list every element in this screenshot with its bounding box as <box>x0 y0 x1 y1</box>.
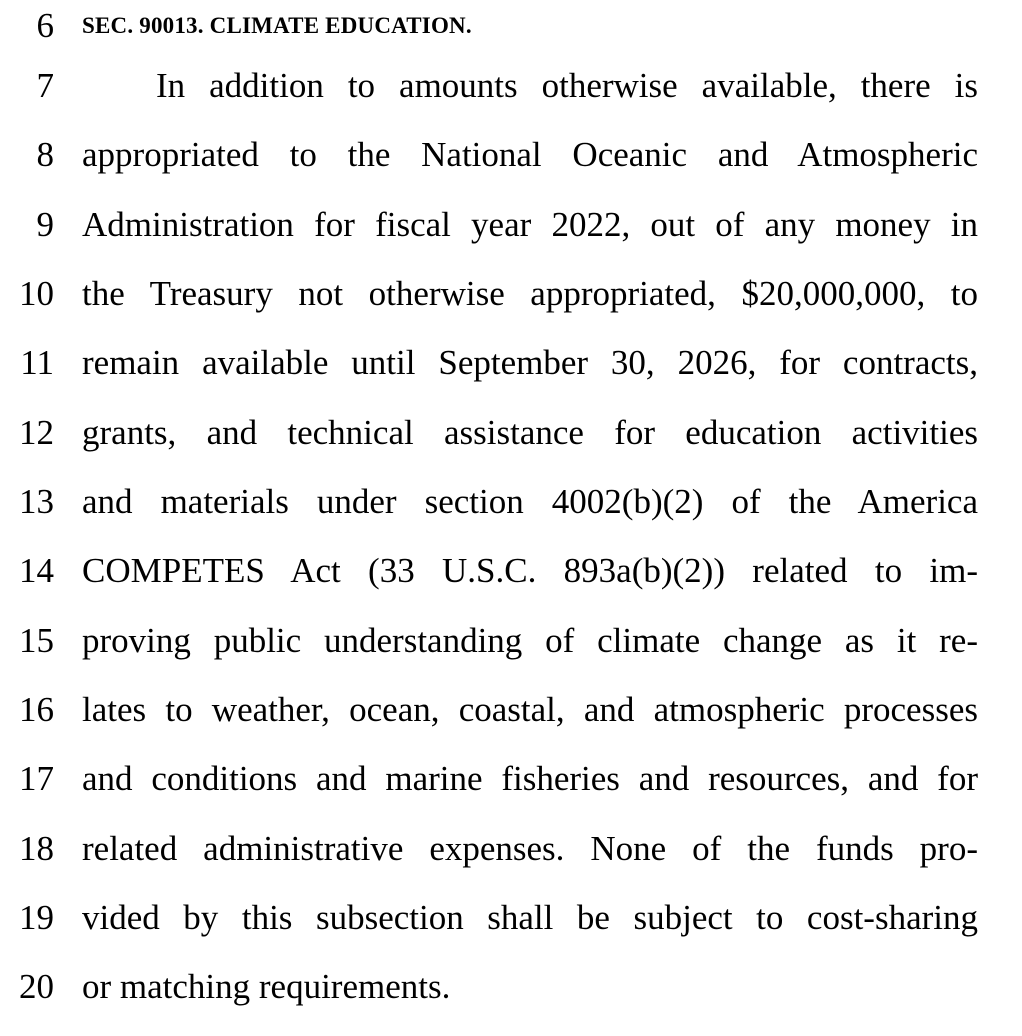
document-line <box>0 137 1022 197</box>
line-text: remain available until September 30, 2026, for contracts, <box>82 343 978 382</box>
line-number: 11 <box>20 343 54 382</box>
line-text: vided by this subsection shall be subject to cost-sharing <box>82 898 978 937</box>
document-line <box>0 900 1022 960</box>
document-line <box>0 553 1022 613</box>
line-text: related administrative expenses. None of the funds pro- <box>82 829 978 868</box>
document-line <box>0 345 1022 405</box>
line-number: 14 <box>19 551 54 590</box>
document-line <box>0 68 1022 128</box>
line-number: 12 <box>19 413 54 452</box>
line-number: 19 <box>19 898 54 937</box>
document-line <box>0 623 1022 683</box>
document-line <box>0 6 1022 66</box>
line-text: or matching requirements. <box>82 967 451 1006</box>
line-number: 10 <box>19 274 54 313</box>
section-heading: SEC. 90013. CLIMATE EDUCATION. <box>82 13 472 38</box>
document-line <box>0 415 1022 475</box>
line-text: lates to weather, ocean, coastal, and atmospheric processes <box>82 690 978 729</box>
document-line <box>0 207 1022 267</box>
line-text: proving public understanding of climate change as it re- <box>82 621 978 660</box>
line-text: and materials under section 4002(b)(2) of the America <box>82 482 978 521</box>
document-line <box>0 831 1022 891</box>
line-text: Administration for fiscal year 2022, out of any money in <box>82 205 978 244</box>
line-number: 6 <box>36 6 54 45</box>
document-line <box>0 484 1022 544</box>
line-number: 13 <box>19 482 54 521</box>
document-line <box>0 761 1022 821</box>
line-number: 16 <box>19 690 54 729</box>
line-number: 7 <box>36 66 54 105</box>
line-text: COMPETES Act (33 U.S.C. 893a(b)(2)) related to im- <box>82 551 978 590</box>
document-line <box>0 969 1022 1029</box>
line-number: 18 <box>19 829 54 868</box>
line-text: appropriated to the National Oceanic and Atmospheric <box>82 135 978 174</box>
line-number: 15 <box>19 621 54 660</box>
document-line <box>0 692 1022 752</box>
line-text: In addition to amounts otherwise available, there is <box>156 66 978 105</box>
line-text: the Treasury not otherwise appropriated, $20,000,000, to <box>82 274 978 313</box>
line-number: 20 <box>19 967 54 1006</box>
line-number: 9 <box>36 205 54 244</box>
line-number: 17 <box>19 759 54 798</box>
line-text: grants, and technical assistance for education activities <box>82 413 978 452</box>
line-text: and conditions and marine fisheries and resources, and for <box>82 759 978 798</box>
document-line <box>0 276 1022 336</box>
line-number: 8 <box>36 135 54 174</box>
